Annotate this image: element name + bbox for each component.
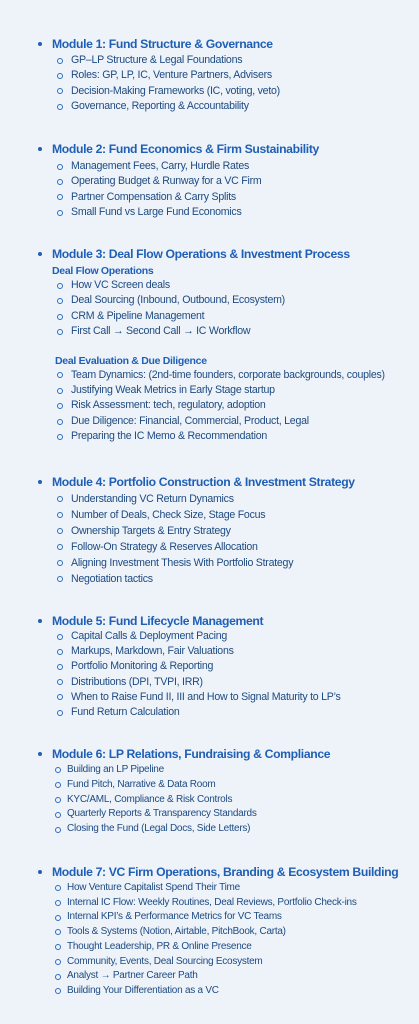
- bullet-circle: [55, 782, 61, 788]
- list-item: [0, 807, 419, 822]
- module-heading: [0, 246, 419, 262]
- module-title: Module 5: Fund Lifecycle Management: [52, 614, 264, 628]
- module-6: [0, 746, 419, 837]
- module-title: Module 7: VC Firm Operations, Branding & Ecosystem Building: [52, 865, 399, 879]
- list-item: [0, 84, 419, 99]
- item-text: Ownership Targets & Entry Strategy: [71, 525, 231, 537]
- bullet-circle: [57, 88, 63, 94]
- item-text: Internal KPI’s & Performance Metrics for VC Teams: [67, 911, 282, 923]
- item-text: Community, Events, Deal Sourcing Ecosystem: [67, 955, 263, 967]
- item-text: Thought Leadership, PR & Online Presence: [67, 940, 252, 952]
- item-text: How Venture Capitalist Spend Their Time: [67, 882, 240, 893]
- item-text: Roles: GP, LP, IC, Venture Partners, Advisers: [71, 69, 272, 82]
- bullet-circle: [57, 314, 63, 320]
- item-text: Fund Pitch, Narrative & Data Room: [67, 778, 216, 790]
- module-heading: [0, 36, 419, 52]
- section-item-list: [0, 368, 419, 445]
- bullet-circle: [57, 104, 63, 110]
- list-item: [0, 969, 419, 984]
- module-5: [0, 613, 419, 720]
- bullet-circle: [57, 372, 63, 378]
- list-item: [0, 159, 419, 174]
- bullet-circle: [57, 679, 63, 685]
- bullet-dot: [38, 480, 42, 484]
- module-heading: [0, 746, 419, 762]
- module-item-list: [0, 159, 419, 220]
- item-text: Analyst → Partner Career Path: [67, 970, 198, 982]
- item-text: Operating Budget & Runway for a VC Firm: [71, 175, 262, 188]
- list-item: [0, 955, 419, 970]
- list-item: [0, 309, 419, 324]
- bullet-circle: [57, 73, 63, 79]
- item-text: Building an LP Pipeline: [67, 764, 164, 775]
- item-text: Number of Deals, Check Size, Stage Focus: [71, 509, 266, 521]
- item-text: Aligning Investment Thesis With Portfolio Strategy: [71, 557, 294, 569]
- bullet-circle: [57, 210, 63, 216]
- bullet-circle: [57, 194, 63, 200]
- list-item: [0, 778, 419, 793]
- module-title: Module 6: LP Relations, Fundraising & Compliance: [52, 747, 331, 761]
- item-text: Building Your Differentiation as a VC: [67, 984, 219, 996]
- list-item: [0, 491, 419, 507]
- list-item: [0, 278, 419, 293]
- bullet-circle: [57, 283, 63, 289]
- list-item: [0, 523, 419, 539]
- list-item: [0, 940, 419, 955]
- bullet-circle: [55, 797, 61, 803]
- bullet-dot: [38, 42, 42, 46]
- module-2: [0, 141, 419, 220]
- list-item: [0, 555, 419, 571]
- list-item: [0, 881, 419, 896]
- list-item: [0, 910, 419, 925]
- bullet-circle: [57, 419, 63, 425]
- bullet-circle: [55, 767, 61, 773]
- item-text: Capital Calls & Deployment Pacing: [71, 630, 228, 642]
- list-item: [0, 324, 419, 339]
- item-text: When to Raise Fund II, III and How to Signal Maturity to LP’s: [71, 690, 341, 703]
- bullet-circle: [57, 512, 63, 518]
- bullet-circle: [57, 434, 63, 440]
- list-item: [0, 571, 419, 587]
- bullet-circle: [57, 576, 63, 582]
- item-text: Management Fees, Carry, Hurdle Rates: [71, 160, 250, 172]
- bullet-dot: [38, 147, 42, 151]
- item-text: Closing the Fund (Legal Docs, Side Letters): [67, 823, 251, 835]
- list-item: [0, 690, 419, 705]
- item-text: Quarterly Reports & Transparency Standards: [67, 808, 257, 820]
- list-item: [0, 53, 419, 68]
- item-text: GP–LP Structure & Legal Foundations: [71, 54, 243, 66]
- item-text: How VC Screen deals: [71, 279, 170, 291]
- bullet-circle: [57, 634, 63, 640]
- bullet-dot: [38, 752, 42, 756]
- bullet-circle: [57, 329, 63, 335]
- bullet-circle: [57, 388, 63, 394]
- list-item: [0, 896, 419, 911]
- list-item: [0, 429, 419, 444]
- module-heading: [0, 864, 419, 880]
- item-text: Decision-Making Frameworks (IC, voting, veto): [71, 84, 280, 97]
- module-item-list: [0, 763, 419, 837]
- bullet-circle: [55, 959, 61, 965]
- bullet-dot: [38, 252, 42, 256]
- item-text: Understanding VC Return Dynamics: [71, 493, 234, 505]
- item-text: Governance, Reporting & Accountability: [71, 99, 249, 112]
- list-item: [0, 398, 419, 413]
- module-item-list: [0, 629, 419, 720]
- bullet-circle: [57, 528, 63, 534]
- list-item: [0, 675, 419, 690]
- module-3: [0, 246, 419, 445]
- list-item: [0, 644, 419, 659]
- item-text: CRM & Pipeline Management: [71, 309, 205, 322]
- list-item: [0, 822, 419, 837]
- section-heading: Deal Evaluation & Due Diligence: [55, 354, 207, 367]
- module-title: Module 3: Deal Flow Operations & Investment Process: [52, 247, 350, 261]
- list-item: [0, 414, 419, 429]
- bullet-circle: [57, 544, 63, 550]
- list-item: [0, 99, 419, 114]
- section-heading: Deal Flow Operations: [52, 265, 154, 277]
- module-title: Module 2: Fund Economics & Firm Sustainability: [52, 142, 319, 156]
- bullet-circle: [55, 988, 61, 994]
- module-1: [0, 36, 419, 114]
- item-text: Justifying Weak Metrics in Early Stage startup: [71, 384, 275, 397]
- item-text: Team Dynamics: (2nd-time founders, corporate backgrounds, couples): [71, 368, 385, 381]
- bullet-circle: [57, 560, 63, 566]
- module-item-list: [0, 491, 419, 587]
- list-item: [0, 68, 419, 83]
- bullet-circle: [57, 58, 63, 64]
- list-item: [0, 507, 419, 523]
- list-item: [0, 293, 419, 308]
- bullet-circle: [55, 827, 61, 833]
- item-text: KYC/AML, Compliance & Risk Controls: [67, 793, 233, 805]
- item-text: Partner Compensation & Carry Splits: [71, 190, 236, 203]
- list-item: [0, 629, 419, 644]
- bullet-circle: [57, 298, 63, 304]
- section-item-list: [0, 278, 419, 340]
- item-text: Risk Assessment: tech, regulatory, adoption: [71, 399, 266, 412]
- bullet-circle: [57, 179, 63, 185]
- module-heading: [0, 474, 419, 490]
- bullet-circle: [55, 812, 61, 818]
- module-item-list: [0, 53, 419, 114]
- module-4: [0, 474, 419, 587]
- module-7: [0, 864, 419, 999]
- bullet-circle: [57, 403, 63, 409]
- module-title: Module 1: Fund Structure & Governance: [52, 37, 273, 51]
- item-text: First Call → Second Call → IC Workflow: [71, 325, 251, 338]
- item-text: Small Fund vs Large Fund Economics: [71, 205, 242, 218]
- list-item: [0, 793, 419, 808]
- bullet-dot: [38, 619, 42, 623]
- bullet-circle: [57, 694, 63, 700]
- bullet-circle: [55, 915, 61, 921]
- list-item: [0, 190, 419, 205]
- list-item: [0, 984, 419, 999]
- list-item: [0, 763, 419, 778]
- bullet-circle: [57, 496, 63, 502]
- list-item: [0, 174, 419, 189]
- list-item: [0, 539, 419, 555]
- bullet-circle: [57, 664, 63, 670]
- bullet-circle: [57, 710, 63, 716]
- item-text: Fund Return Calculation: [71, 706, 180, 719]
- bullet-circle: [55, 974, 61, 980]
- item-text: Markups, Markdown, Fair Valuations: [71, 645, 234, 658]
- list-item: [0, 705, 419, 720]
- list-item: [0, 205, 419, 220]
- item-text: Negotiation tactics: [71, 573, 153, 585]
- module-heading: [0, 141, 419, 157]
- list-item: [0, 383, 419, 398]
- module-title: Module 4: Portfolio Construction & Investment Strategy: [52, 475, 355, 489]
- item-text: Internal IC Flow: Weekly Routines, Deal Reviews, Portfolio Check-ins: [67, 896, 357, 908]
- list-item: [0, 368, 419, 383]
- list-item: [0, 659, 419, 674]
- item-text: Follow-On Strategy & Reserves Allocation: [71, 541, 258, 553]
- item-text: Distributions (DPI, TVPI, IRR): [71, 675, 203, 688]
- bullet-circle: [55, 944, 61, 950]
- list-item: [0, 925, 419, 940]
- bullet-circle: [57, 164, 63, 170]
- item-text: Tools & Systems (Notion, Airtable, PitchBook, Carta): [67, 926, 286, 938]
- item-text: Portfolio Monitoring & Reporting: [71, 660, 214, 673]
- bullet-circle: [57, 649, 63, 655]
- item-text: Preparing the IC Memo & Recommendation: [71, 430, 267, 443]
- bullet-circle: [55, 900, 61, 906]
- bullet-circle: [55, 885, 61, 891]
- bullet-circle: [55, 929, 61, 935]
- item-text: Due Diligence: Financial, Commercial, Product, Legal: [71, 414, 309, 427]
- module-item-list: [0, 881, 419, 999]
- item-text: Deal Sourcing (Inbound, Outbound, Ecosystem): [71, 294, 285, 307]
- bullet-dot: [38, 870, 42, 874]
- module-heading: [0, 613, 419, 629]
